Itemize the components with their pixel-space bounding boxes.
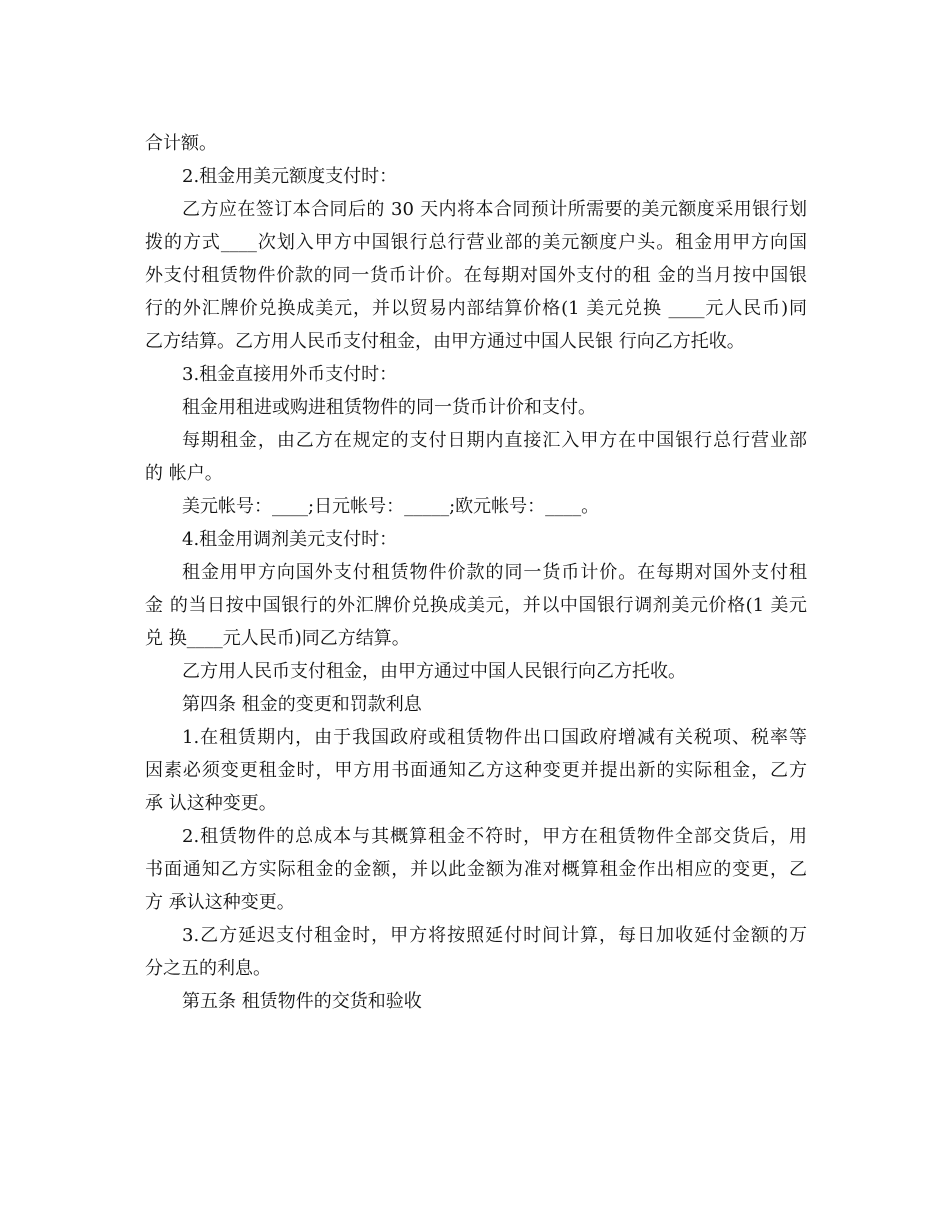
- text-line: 兑 换____元人民币)同乙方结算。: [145, 628, 410, 649]
- text-line: 乙方应在签订本合同后的 30 天内将本合同预计所需要的美元额度采用银行划: [182, 199, 807, 220]
- text-line: 合计额。: [145, 133, 217, 154]
- text-line: 因素必须变更租金时，甲方用书面通知乙方这种变更并提出新的实际租金，乙方: [145, 760, 807, 781]
- text-line: 乙方结算。乙方用人民币支付租金，由甲方通过中国人民银 行向乙方托收。: [145, 331, 745, 352]
- text-line: 乙方用人民币支付租金，由甲方通过中国人民银行向乙方托收。: [182, 661, 686, 682]
- text-line: 的 帐户。: [145, 463, 223, 484]
- text-line: 租金用甲方向国外支付租赁物件价款的同一货币计价。在每期对国外支付租: [182, 562, 807, 583]
- text-line: 行的外汇牌价兑换成美元，并以贸易内部结算价格(1 美元兑换 ____元人民币)同: [145, 298, 807, 319]
- text-line: 拨的方式____次划入甲方中国银行总行营业部的美元额度户头。租金用甲方向国: [145, 232, 807, 253]
- clause-heading: 4.租金用调剂美元支付时：: [182, 529, 398, 550]
- text-line: 外支付租赁物件价款的同一货币计价。在每期对国外支付的租 金的当月按中国银: [145, 265, 807, 286]
- article-heading: 第四条 租金的变更和罚款利息: [182, 694, 422, 715]
- text-line: 租金用租进或购进租赁物件的同一货币计价和支付。: [182, 397, 596, 418]
- document-body: [145, 127, 807, 1018]
- text-line: 承 认这种变更。: [145, 793, 277, 814]
- text-line: 方 承认这种变更。: [145, 892, 295, 913]
- text-line: 1.在租赁期内，由于我国政府或租赁物件出口国政府增减有关税项、税率等: [182, 727, 807, 748]
- text-line: 书面通知乙方实际租金的金额，并以此金额为准对概算租金作出相应的变更，乙: [145, 859, 807, 880]
- text-line: 3.乙方延迟支付租金时，甲方将按照延付时间计算，每日加收延付金额的万: [182, 925, 807, 946]
- account-numbers: 美元帐号：____;日元帐号：_____;欧元帐号：____。: [182, 496, 600, 517]
- text-line: 金 的当日按中国银行的外汇牌价兑换成美元，并以中国银行调剂美元价格(1 美元: [145, 595, 807, 616]
- text-line: 分之五的利息。: [145, 958, 271, 979]
- clause-heading: 2.租金用美元额度支付时：: [182, 166, 398, 187]
- text-line: 每期租金，由乙方在规定的支付日期内直接汇入甲方在中国银行总行营业部: [182, 430, 807, 451]
- article-heading: 第五条 租赁物件的交货和验收: [182, 991, 422, 1012]
- clause-heading: 3.租金直接用外币支付时：: [182, 364, 398, 385]
- text-line: 2.租赁物件的总成本与其概算租金不符时，甲方在租赁物件全部交货后，用: [182, 826, 807, 847]
